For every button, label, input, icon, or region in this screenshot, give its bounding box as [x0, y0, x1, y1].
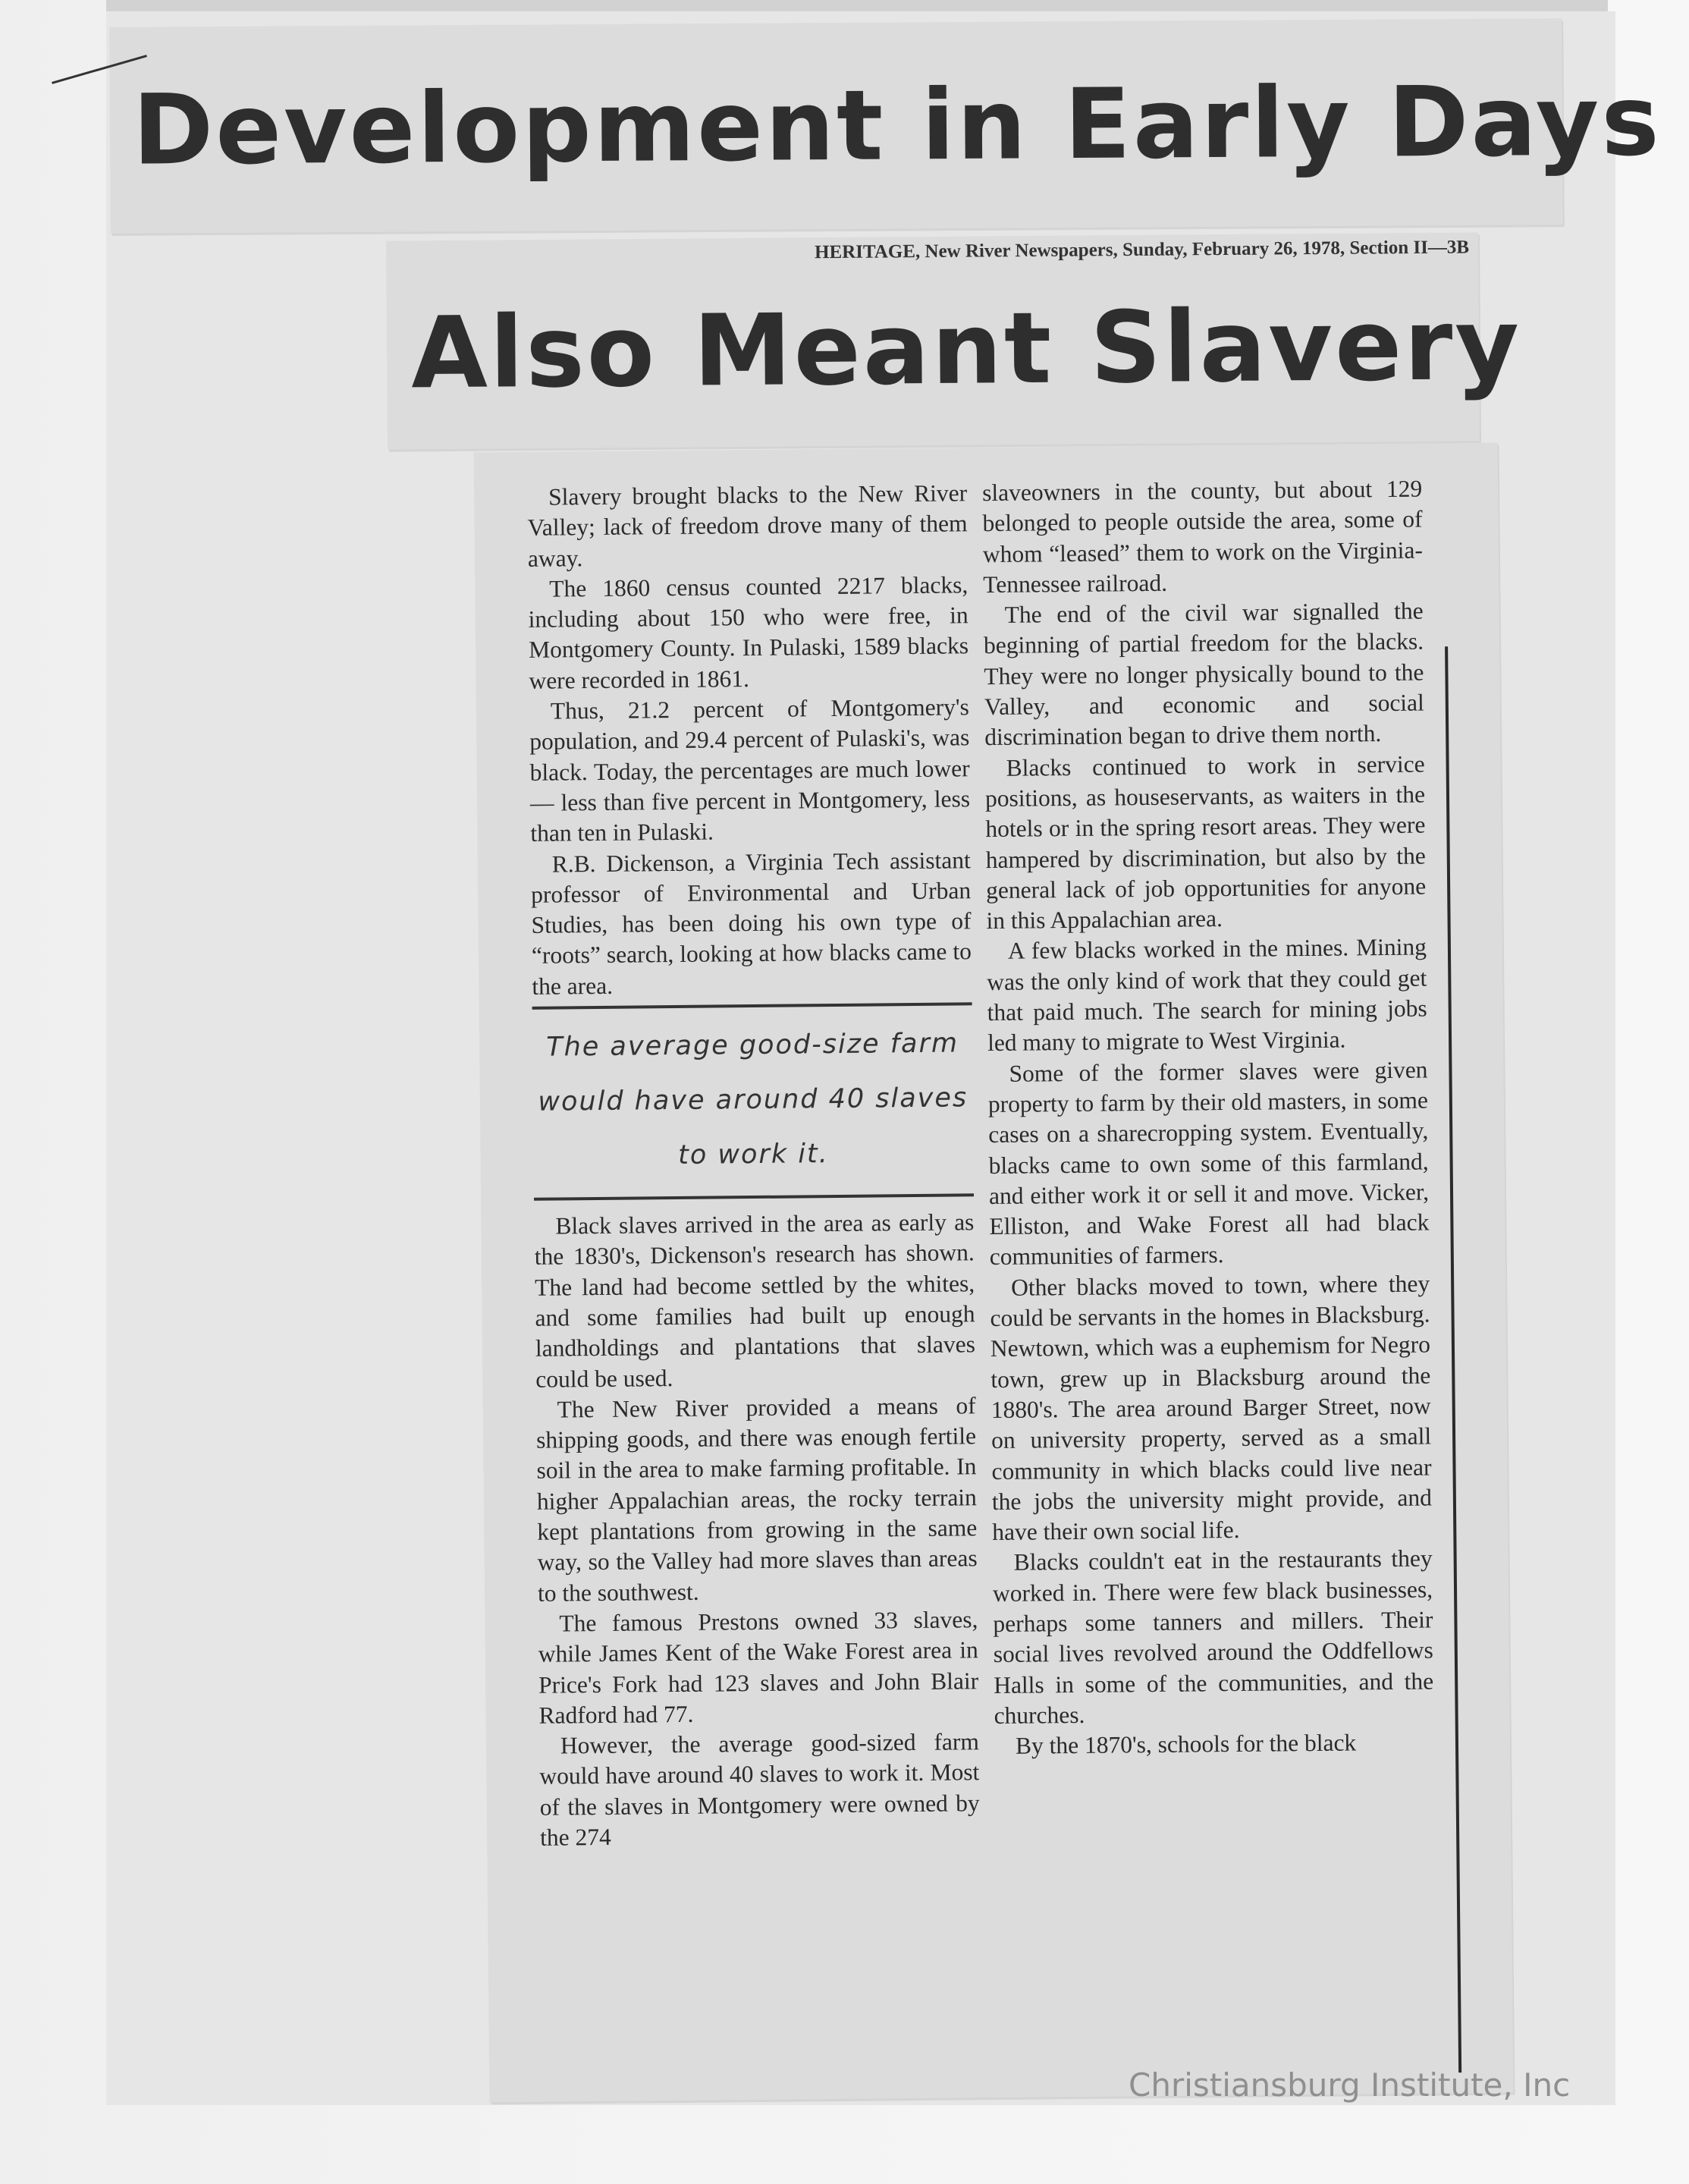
- paragraph: However, the average good-sized farm would have around 40 slaves to work it. Most of the slaves in Montgomery were owned by the 274: [539, 1728, 980, 1851]
- paragraph: The famous Prestons owned 33 slaves, while James Kent of the Wake Forest area in Price's Fork had 123 slaves and John Blair Radford had 77.: [538, 1606, 979, 1729]
- article-clipping: [474, 443, 1514, 2103]
- headline-line-1: Development in Early Days: [132, 64, 1662, 187]
- paragraph: slaveowners in the county, but about 129 belonged to people outside the area, some of whom “leased” them to work on the Virginia-Tennessee railroad.: [981, 475, 1424, 598]
- dateline: HERITAGE, New River Newspapers, Sunday, February 26, 1978, Section II—3B: [814, 237, 1470, 263]
- paragraph: The end of the civil war signalled the beginning of partial freedom for the blacks. They were no longer physically bound to the Valley, and economic and social discrimination began to drive them north.: [983, 597, 1424, 751]
- paragraph: The 1860 census counted 2217 blacks, including about 150 who were free, in Montgomery County. In Pulaski, 1589 blacks were recorded in 1861.: [528, 571, 969, 694]
- headline-clipping-1: [109, 18, 1662, 234]
- article-column-left: [527, 478, 980, 1853]
- paragraph: Blacks couldn't eat in the restaurants they worked in. There were few black businesses, perhaps some tanners and millers. Their social lives revolved around the Oddfellows Halls in some of the communities, and the churches.: [992, 1545, 1434, 1729]
- headline-clipping-2: [386, 232, 1522, 449]
- paragraph: Some of the former slaves were given property to farm by their old masters, in some cases on a sharecropping system. Eventually, blacks came to own some of this farmland, and either work it or sell it and move. Vicker, Elliston, and Wake Forest all had black communities of farmers.: [987, 1056, 1430, 1271]
- paragraph: The New River provided a means of shipping goods, and there was enough fertile soil in the area to make farming profitable. In higher Appalachian areas, the rocky terrain kept plantations from growing in the same way, so the Valley had more slaves than areas to the southwest.: [535, 1392, 978, 1607]
- paragraph: By the 1870's, schools for the black: [1015, 1729, 1357, 1759]
- paragraph: A few blacks worked in the mines. Mining was the only kind of work that they could get that paid much. The search for mining jobs led many to migrate to West Virginia.: [987, 933, 1427, 1057]
- watermark: Christiansburg Institute, Inc: [1129, 2066, 1571, 2104]
- paragraph: Slavery brought blacks to the New River Valley; lack of freedom drove many of them away.: [527, 479, 968, 572]
- pull-quote: The average good-size farm would have around 40 slaves to work it.: [532, 1002, 974, 1201]
- paragraph: Black slaves arrived in the area as early as the 1830's, Dickenson's research has shown. The land had become settled by the whites, and some families had built up enough landholdings and plantations that slaves could be used.: [534, 1208, 976, 1393]
- column-rule: [1445, 646, 1461, 2072]
- paragraph: Other blacks moved to town, where they could be servants in the homes in Blacksburg. Newtown, which was a euphemism for Negro town, grew up in Blacksburg around the 1880's. The area around Barger Street, now on university property, served as a small community in which blacks could live near the jobs the university might provide, and have their own social life.: [990, 1270, 1433, 1546]
- headline-line-2: Also Meant Slavery: [410, 286, 1522, 411]
- paragraph: Blacks continued to work in service positions, as houseservants, as waiters in the hotels or in the spring resort areas. They were hampered by discrimination, but also by the general lack of job opportunities for anyone in this Appalachian area.: [984, 750, 1427, 935]
- paragraph: Thus, 21.2 percent of Montgomery's population, and 29.4 percent of Pulaski's, was black. Today, the percentages are much lower — less than five percent in Montgomery, less than ten in Pulaski.: [529, 693, 971, 847]
- paragraph: R.B. Dickenson, a Virginia Tech assistant professor of Environmental and Urban Studies, has been doing his own type of “roots” search, looking at how blacks came to the area.: [531, 846, 972, 1000]
- article-column-right: [982, 474, 1434, 1762]
